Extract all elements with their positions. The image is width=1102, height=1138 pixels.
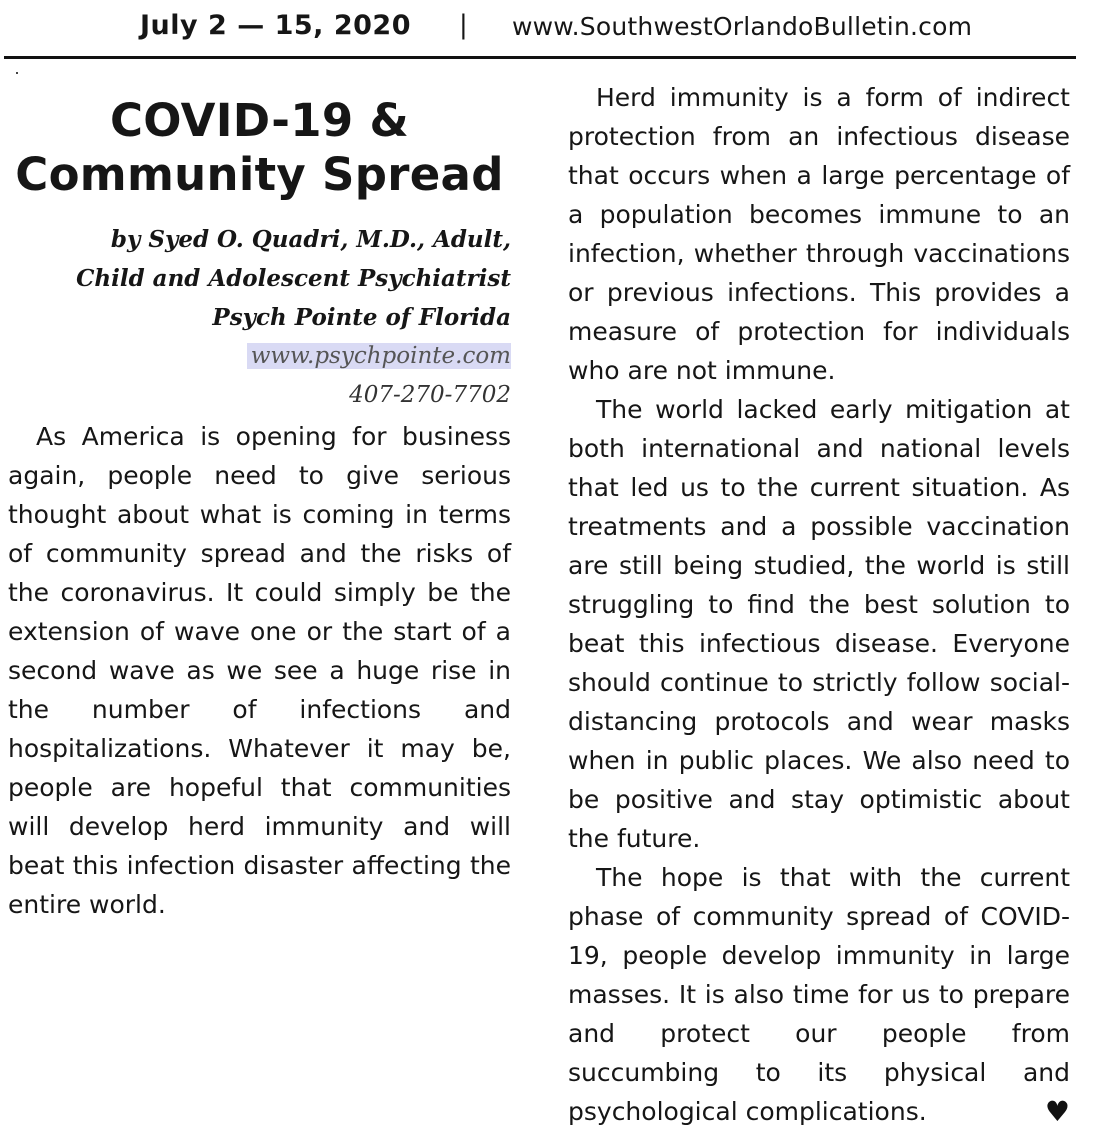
right-column [568, 78, 1070, 1131]
article-paragraph-1: As America is opening for business again, people need to give serious thought about what is coming in terms of community spread and the risks of the coronavirus. It could simply be the extension of wave one or the start of a second wave as we see a huge rise in the number of infections and hospitalizations. Whatever it may be, people are hopeful that communities will develop herd immunity and will beat this infection disaster affecting the entire world. [8, 422, 511, 919]
byline-title: Child and Adolescent Psychiatrist [76, 265, 511, 292]
issue-date: July 2 — 15, 2020 [140, 10, 411, 41]
byline-phone: 407-270-7702 [349, 382, 511, 408]
paragraph-4-text: The hope is that with the current phase of community spread of COVID-19, people develop immunity in large masses. It is also time for us to prepare and protect our people from succumbing to its physical and psychological complications. [568, 863, 1070, 1126]
article-paragraph-2: Herd immunity is a form of indirect protection from an infectious disease that occurs when a large percentage of a population becomes immune to an infection, whether through vaccinations or previous infections. This provides a measure of protection for individuals who are not immune. [568, 83, 1070, 385]
title-line-2: Community Spread [15, 148, 504, 201]
publication-url[interactable]: www.SouthwestOrlandoBulletin.com [512, 12, 973, 41]
heart-icon: ♥ [1044, 1095, 1070, 1128]
author-byline [8, 220, 511, 415]
byline-author: by Syed O. Quadri, M.D., Adult, [110, 226, 511, 253]
header-divider [4, 56, 1076, 59]
article-paragraph-3: The world lacked early mitigation at both international and national levels that led us to the current situation. As treatments and a possible vaccination are still being studied, the world is still struggling to find the best solution to beat this infectious disease. Everyone should continue to strictly follow social-distancing protocols and wear masks when in public places. We also need to be positive and stay optimistic about the future. [568, 395, 1070, 853]
byline-website-link[interactable]: www.psychpointe.com [247, 343, 511, 369]
page-header [0, 8, 1102, 48]
article-paragraph-4 [568, 858, 1070, 1131]
header-separator: | [459, 10, 468, 40]
title-line-1: COVID-19 & [109, 94, 410, 147]
speck [16, 72, 18, 74]
article-title [8, 94, 511, 202]
byline-organization: Psych Pointe of Florida [212, 304, 511, 331]
left-column [8, 88, 511, 924]
